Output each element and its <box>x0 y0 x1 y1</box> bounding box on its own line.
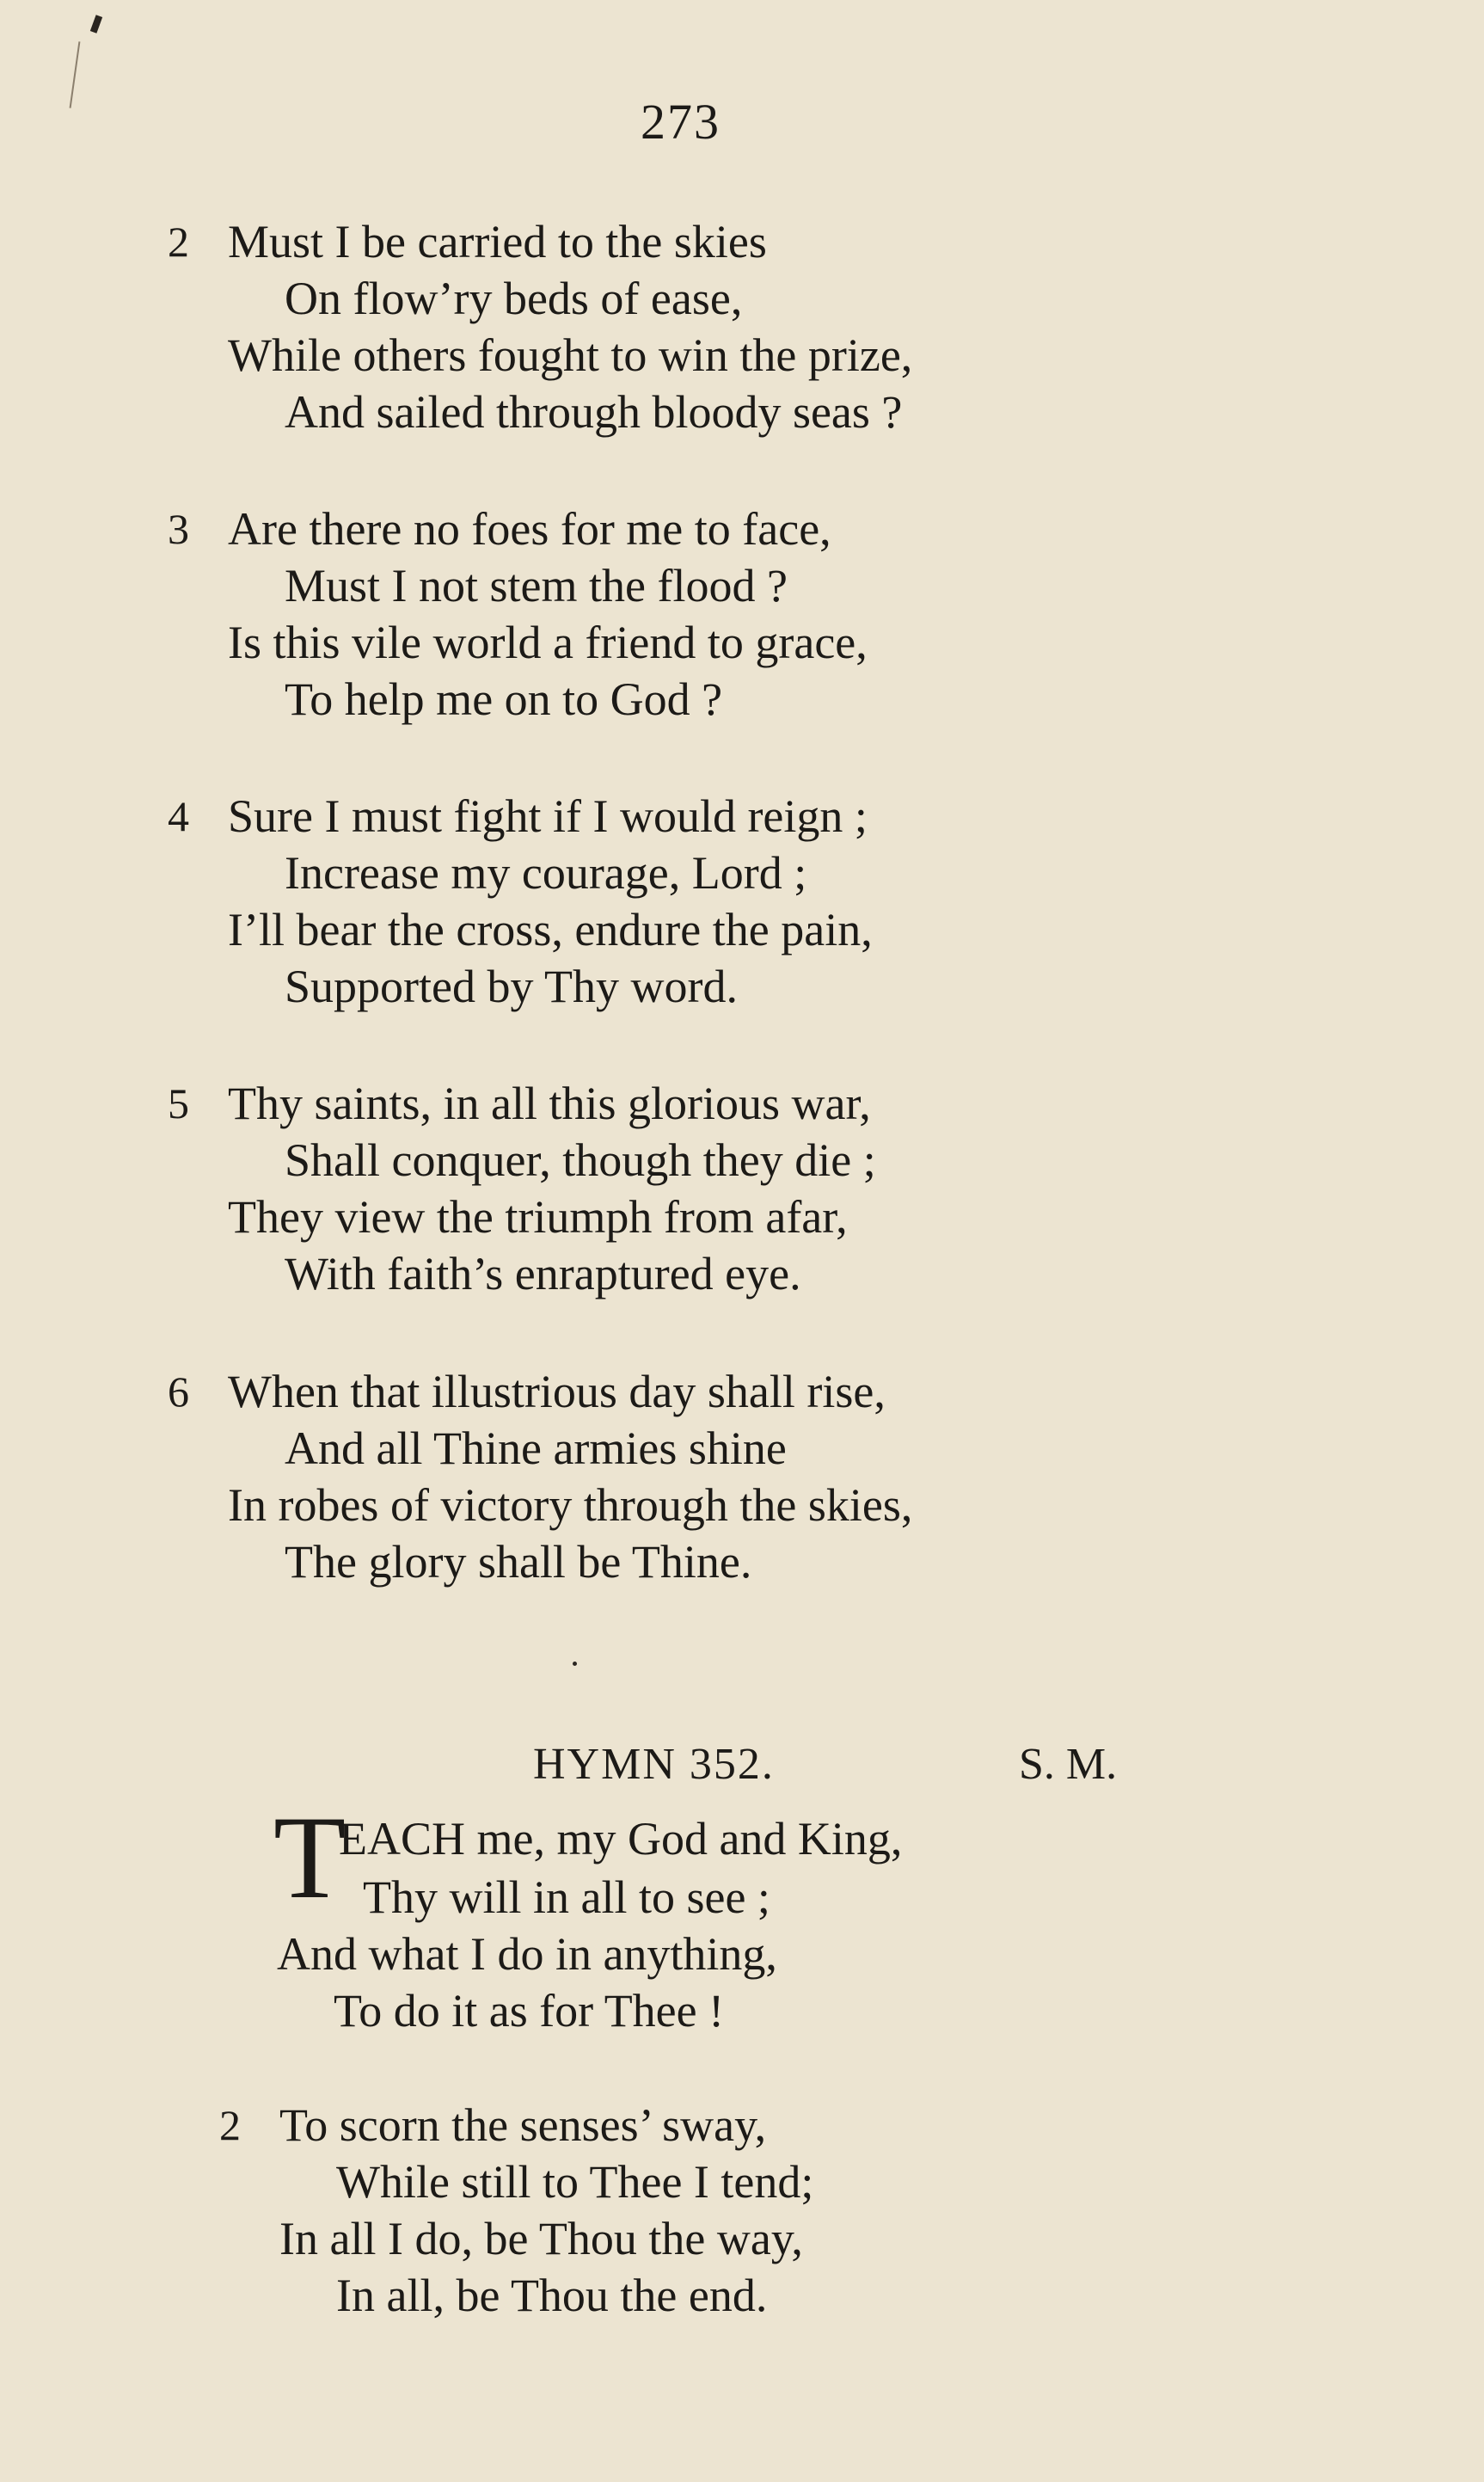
stanza-3 <box>168 501 868 728</box>
verse-line: I’ll bear the cross, endure the pain, <box>228 904 873 955</box>
stanza-2 <box>168 213 913 440</box>
stanza-number: 2 <box>219 2101 241 2149</box>
verse-line: Sure I must fight if I would reign ; <box>228 790 868 842</box>
verse-line: Must I be carried to the skies <box>228 216 767 267</box>
drop-cap: T <box>273 1791 346 1923</box>
verse-line: Shall conquer, though they die ; <box>285 1134 876 1186</box>
verse-line: To scorn the senses’ sway, <box>279 2099 767 2151</box>
ink-speck <box>573 1662 577 1666</box>
verse-line: When that illustrious day shall rise, <box>228 1366 886 1417</box>
stanza-number: 4 <box>168 792 189 840</box>
verse-line: EACH me, my God and King, <box>339 1813 903 1865</box>
stanza-number: 3 <box>168 505 189 553</box>
verse-line: Supported by Thy word. <box>285 961 738 1012</box>
verse-line: To help me on to God ? <box>285 673 723 725</box>
verse-line: Thy will in all to see ; <box>363 1871 770 1923</box>
verse-line: The glory shall be Thine. <box>285 1536 752 1588</box>
stanza-number: 5 <box>168 1079 189 1127</box>
hymn-352-stanza-1 <box>277 1869 777 2039</box>
verse-line: In robes of victory through the skies, <box>228 1479 913 1531</box>
verse-line: With faith’s enraptured eye. <box>285 1248 801 1299</box>
stanza-number: 6 <box>168 1367 189 1416</box>
verse-line: In all I do, be Thou the way, <box>279 2213 803 2264</box>
verse-line: In all, be Thou the end. <box>336 2270 768 2321</box>
verse-line: Is this vile world a friend to grace, <box>228 617 868 668</box>
verse-line: While still to Thee I tend; <box>336 2156 814 2208</box>
ink-mark <box>90 15 102 34</box>
verse-line: And sailed through bloody seas ? <box>285 386 903 438</box>
verse-line: And all Thine armies shine <box>285 1422 787 1474</box>
page-number: 273 <box>641 94 721 150</box>
verse-line: Must I not stem the flood ? <box>285 560 788 611</box>
hymn-352-stanza-2 <box>219 2097 814 2324</box>
verse-line: Increase my courage, Lord ; <box>285 847 807 899</box>
verse-line: They view the triumph from afar, <box>228 1191 848 1243</box>
ink-mark <box>70 41 81 108</box>
verse-line: To do it as for Thee ! <box>334 1985 725 2037</box>
stanza-number: 2 <box>168 218 189 266</box>
verse-line: Are there no foes for me to face, <box>228 503 831 555</box>
stanza-6 <box>168 1363 913 1590</box>
verse-line: While others fought to win the prize, <box>228 329 913 381</box>
stanza-5 <box>168 1075 876 1302</box>
stanza-4 <box>168 788 873 1015</box>
hymn-meter: S. M. <box>1019 1740 1118 1789</box>
verse-line: And what I do in anything, <box>277 1928 777 1980</box>
verse-line: On flow’ry beds of ease, <box>285 273 743 324</box>
hymn-title: HYMN 352. <box>533 1740 775 1789</box>
verse-line: Thy saints, in all this glorious war, <box>228 1078 871 1129</box>
